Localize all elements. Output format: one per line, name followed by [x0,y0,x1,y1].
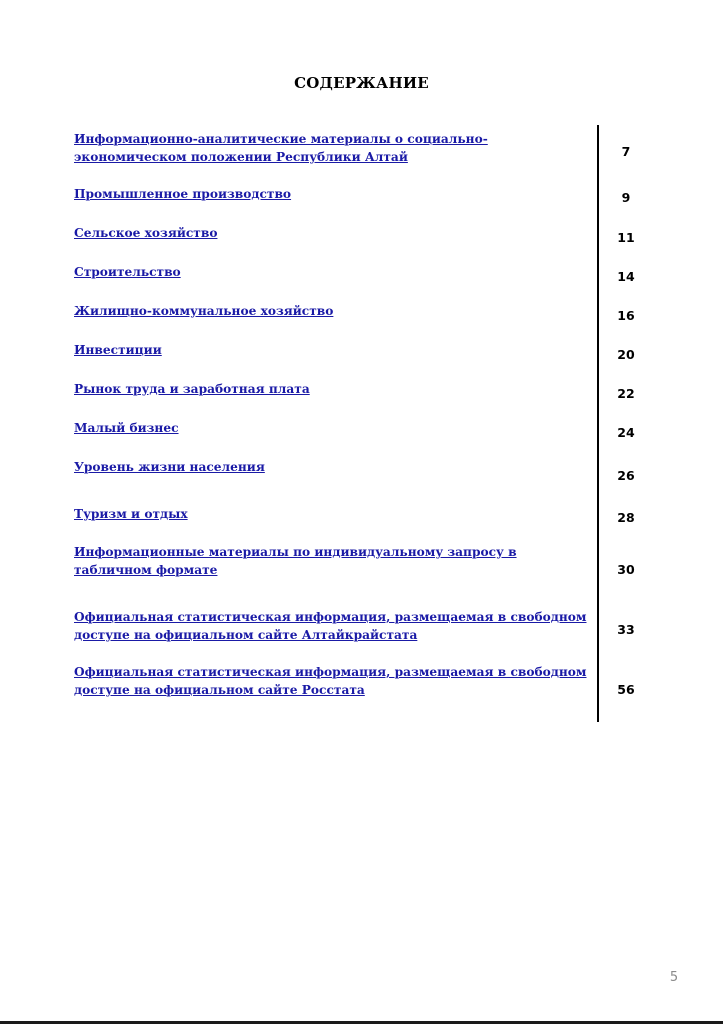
toc-link-industry[interactable]: Промышленное производство [74,187,292,201]
toc-page-number: 20 [617,347,635,362]
toc-link-living-standard[interactable]: Уровень жизни населения [74,460,265,474]
toc-link-construction[interactable]: Строительство [74,265,181,279]
toc-link-altaikraistat[interactable] [74,609,587,644]
toc-link-labor-market[interactable]: Рынок труда и заработная плата [74,382,310,396]
toc-link-line2: табличном формате [74,562,218,577]
toc-page-number: 30 [617,562,635,577]
page-number: 5 [669,970,679,985]
toc-link-line2: доступе на официальном сайте Росстата [74,682,365,697]
toc-page-number: 28 [617,510,635,525]
toc-page-number: 26 [617,468,635,483]
toc-page-number: 14 [617,269,635,284]
toc-link-line1: Официальная статистическая информация, размещаемая в свободном [74,610,587,624]
toc-link-tourism[interactable]: Туризм и отдых [74,507,188,521]
toc-link-agriculture[interactable]: Сельское хозяйство [74,226,218,240]
toc-page-number: 16 [617,308,635,323]
toc-page-number: 24 [617,425,635,440]
toc-page-number: 22 [617,386,635,401]
toc-link-small-business[interactable]: Малый бизнес [74,421,179,435]
toc-page-number: 11 [617,230,635,245]
toc-link-line1: Информационно-аналитические материалы о социально- [74,132,488,146]
column-divider [597,125,599,722]
toc-link-line1: Официальная статистическая информация, размещаемая в свободном [74,665,587,679]
toc-link-housing[interactable]: Жилищно-коммунальное хозяйство [74,304,334,318]
toc-page-number: 7 [621,144,631,159]
toc-page-number: 9 [621,190,631,205]
toc-link-line2: экономическом положении Республики Алтай [74,149,408,164]
toc-link-line1: Информационные материалы по индивидуальному запросу в [74,545,517,559]
toc-link-individual-request[interactable] [74,544,584,579]
toc-page-number: 56 [617,682,635,697]
toc-link-line2: доступе на официальном сайте Алтайкрайстата [74,627,418,642]
toc-link-socio-economic[interactable] [74,131,584,166]
toc-link-rosstat[interactable] [74,664,587,699]
toc-page-number: 33 [617,622,635,637]
toc-link-investments[interactable]: Инвестиции [74,343,162,357]
toc-heading: СОДЕРЖАНИЕ [294,74,429,92]
